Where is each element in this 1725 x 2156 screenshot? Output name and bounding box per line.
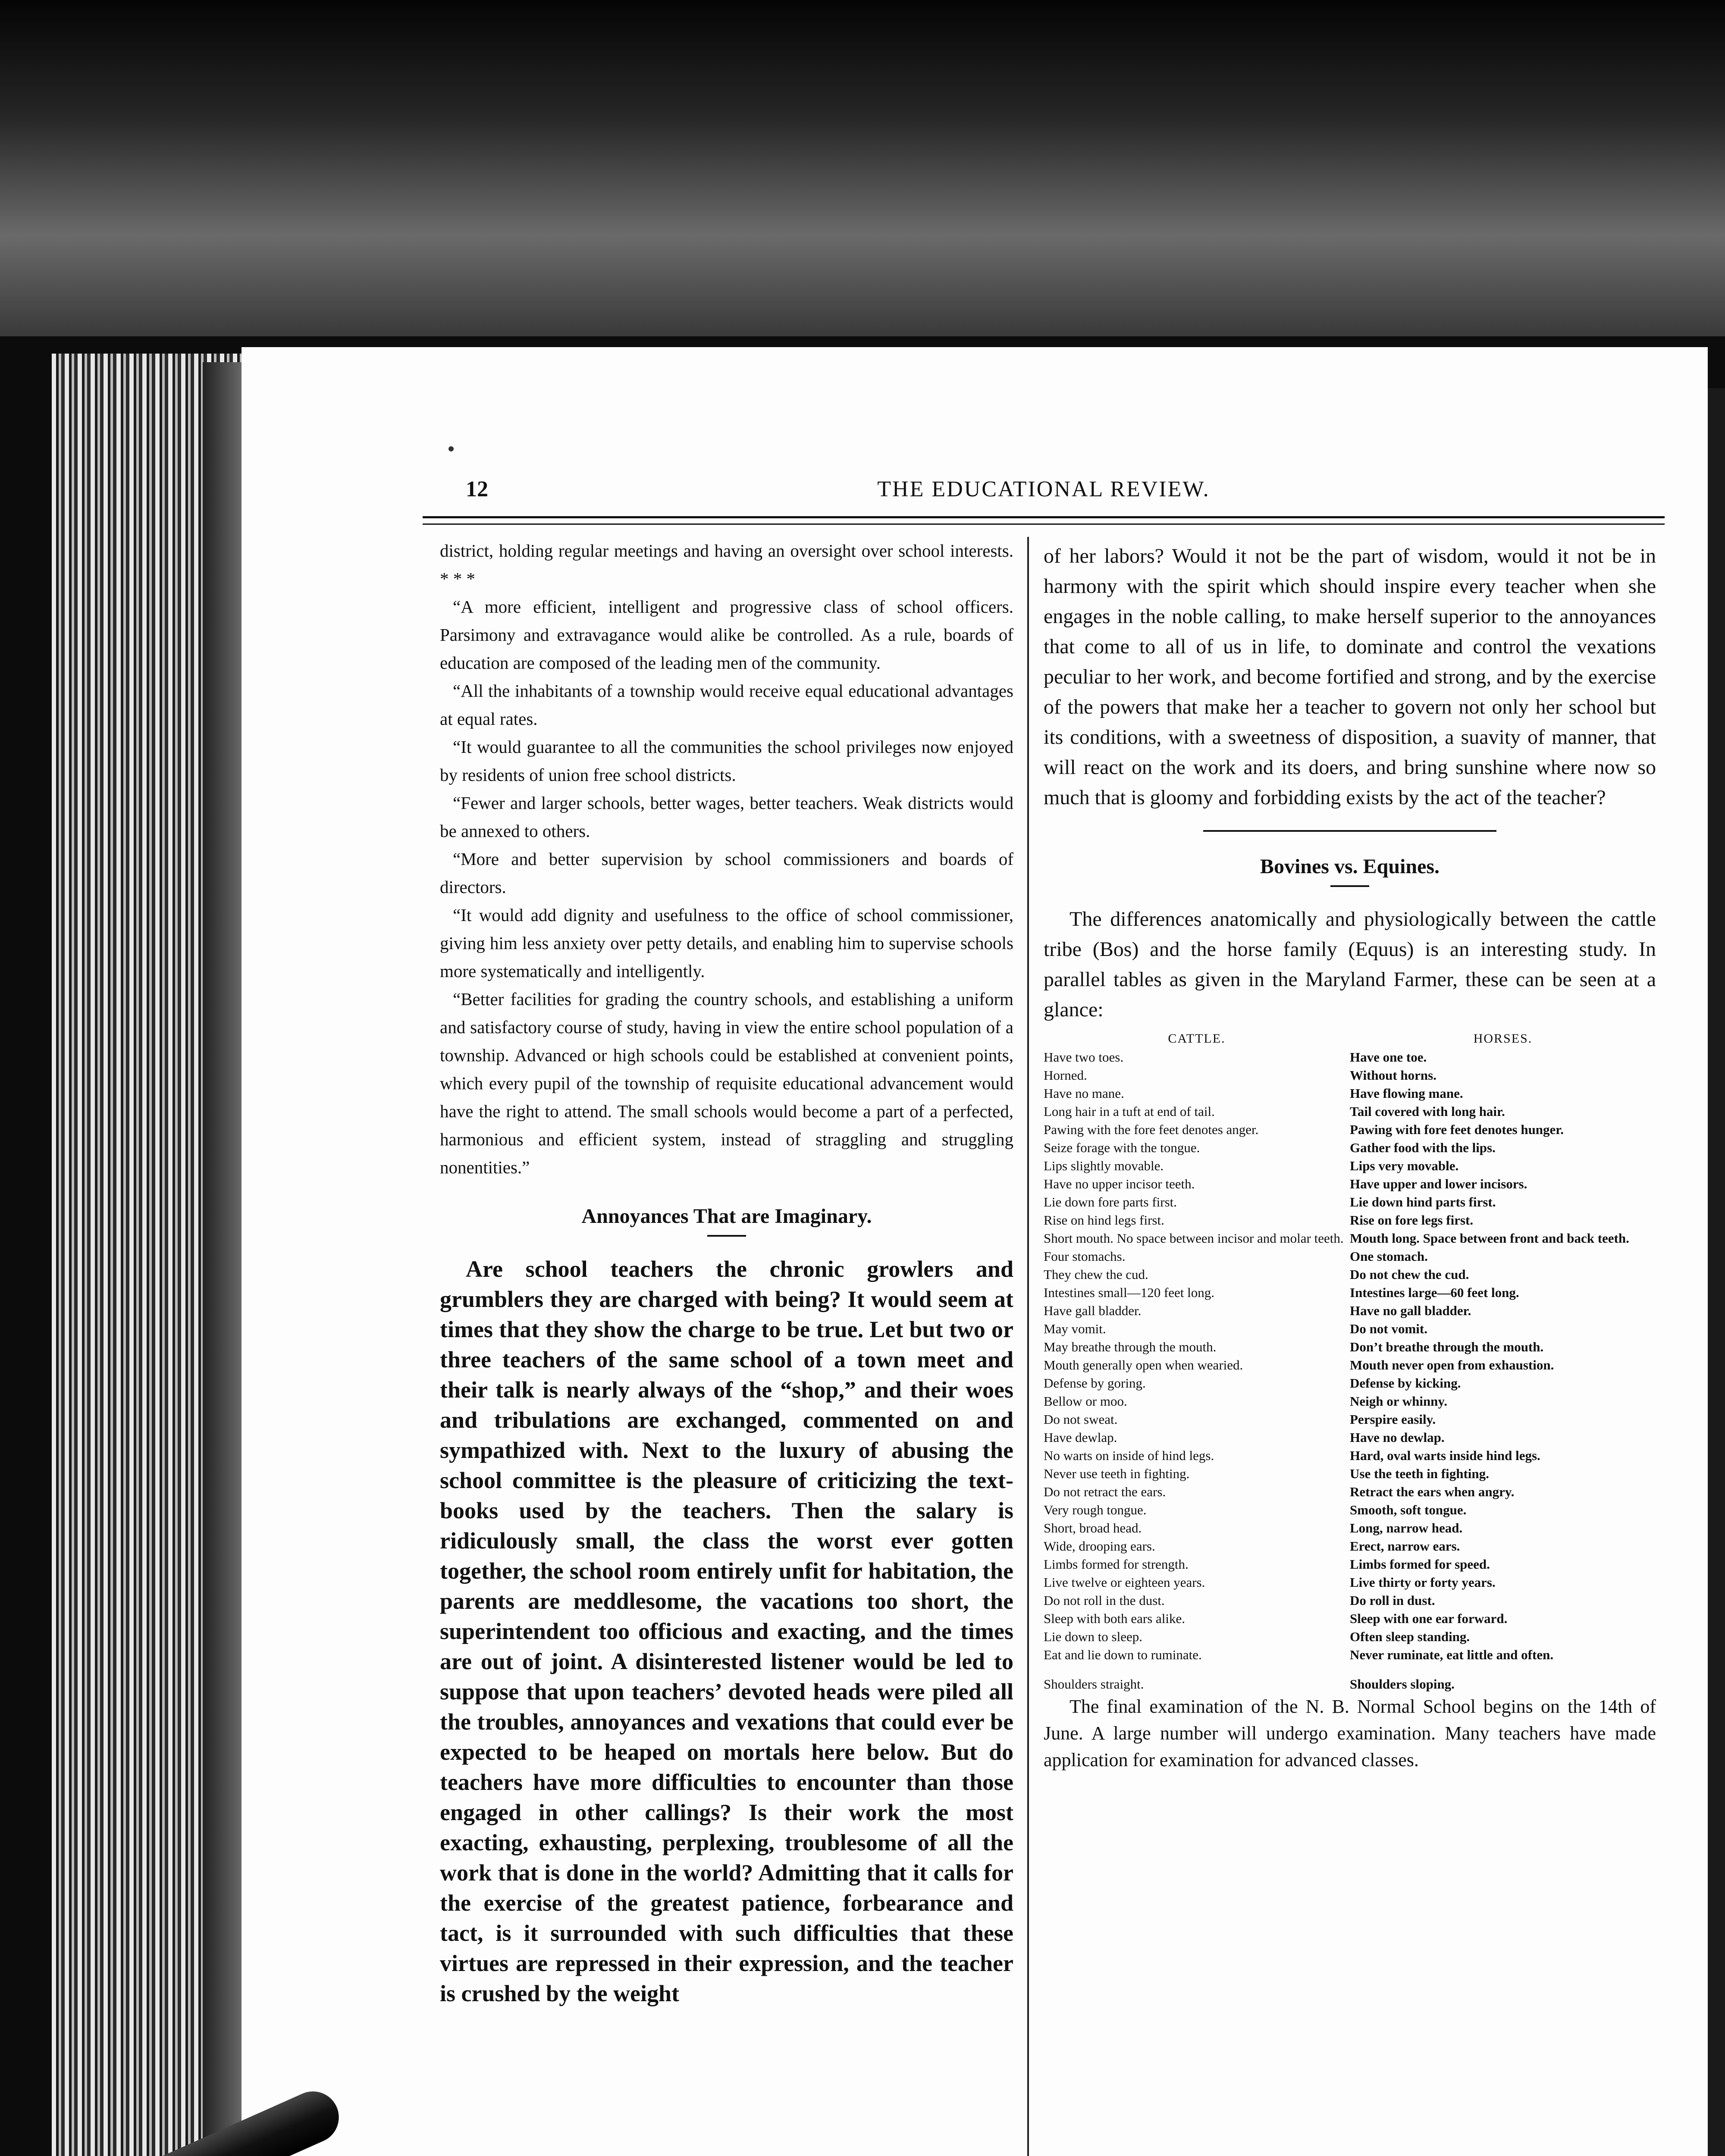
table-cell: Neigh or whinny.: [1350, 1394, 1447, 1409]
heading-rule: [707, 1235, 746, 1237]
table-cell: Rise on fore legs first.: [1350, 1213, 1474, 1228]
table-cell: Mouth never open from exhaustion.: [1350, 1357, 1554, 1373]
table-cell: Seize forage with the tongue.: [1044, 1140, 1200, 1155]
table-cell: Have no mane.: [1044, 1086, 1124, 1101]
article-text: Are school teachers the chronic growlers and grumblers they are charged with being? It would seem at times that they show the charge to be true. Let but two or three teachers of the same school of a town meet and their talk is nearly always of the “shop,” and their woes and tribulations are exchanged, commented on and sympathized with. Next to the luxury of abusing the school committee is the pleasure of criticizing the text-books used by the teachers. Then the salary is ridiculously small, the class the worst ever gotten together, the school room entirely unfit for habitation, the parents are meddlesome, the vacations too short, the superintendent too officious and exacting, and the times are out of joint. A disinterested listener would be led to suppose that upon teachers’ devoted heads were piled all the troubles, annoyances and vexations that could ever be expected to be heaped on mortals here below. But do teachers have more difficulties to encounter than those engaged in other callings? Is their work the most exacting, exhausting, perplexing, troublesome of all the work that is done in the world? Admitting that it calls for the exercise of the greatest patience, forbearance and tact, is it surrounded with such difficulties that these virtues are repressed in their expression, and the teacher is crushed by the weight: [440, 1256, 1013, 2006]
table-cell: Never use teeth in fighting.: [1044, 1466, 1190, 1481]
table-cell: Have flowing mane.: [1350, 1086, 1463, 1101]
table-cell: One stomach.: [1350, 1249, 1428, 1264]
table-cell: Horned.: [1044, 1068, 1087, 1083]
closing-note: The final examination of the N. B. Normal School begins on the 14th of June. A large number will undergo examination. Many teachers have made application for examination for advanced classes.: [1044, 1696, 1656, 1771]
left-column: [440, 537, 1013, 2009]
ink-mark: [448, 446, 454, 451]
table-cell: Do not retract the ears.: [1044, 1484, 1166, 1499]
table-cell: Live thirty or forty years.: [1350, 1575, 1496, 1590]
paragraph: “A more efficient, intelligent and progressive class of school officers. Parsimony and extravagance would alike be controlled. As a rule, boards of education are composed of the leading men of the community.: [440, 597, 1013, 673]
table-cell: Live twelve or eighteen years.: [1044, 1575, 1205, 1590]
table-cell: Have gall bladder.: [1044, 1303, 1142, 1318]
column-divider: [1027, 537, 1029, 2156]
cattle-header: CATTLE.: [1168, 1031, 1226, 1046]
table-cell: Rise on hind legs first.: [1044, 1213, 1164, 1228]
paragraph: “It would guarantee to all the communities the school privileges now enjoyed by residents of union free school districts.: [440, 737, 1013, 785]
table-cell: Pawing with fore feet denotes hunger.: [1350, 1122, 1564, 1137]
table-cell: Often sleep standing.: [1350, 1629, 1470, 1644]
paragraph: “Fewer and larger schools, better wages, better teachers. Weak districts would be annexed to others.: [440, 793, 1013, 841]
table-cell: May breathe through the mouth.: [1044, 1339, 1217, 1354]
table-cell: Have no dewlap.: [1350, 1430, 1445, 1445]
paragraph: “It would add dignity and usefulness to the office of school commissioner, giving him less anxiety over petty details, and enabling him to supervise schools more systematically and intelligently.: [440, 905, 1013, 981]
table-cell: Pawing with the fore feet denotes anger.: [1044, 1122, 1259, 1137]
table-cell: Sleep with both ears alike.: [1044, 1611, 1185, 1626]
section-rule: [1203, 830, 1496, 832]
horses-column: [1350, 1048, 1656, 1693]
table-cell: Short, broad head.: [1044, 1520, 1142, 1536]
article-intro: The differences anatomically and physiologically between the cattle tribe (Bos) and the horse family (Equus) is an interesting study. In parallel tables as given in the Maryland Farmer, these can be seen at a glance:: [1044, 908, 1656, 1021]
header-rule: [423, 516, 1665, 525]
journal-title: THE EDUCATIONAL REVIEW.: [877, 477, 1210, 501]
article-continuation: of her labors? Would it not be the part of wisdom, would it not be in harmony with the spirit which should inspire every teacher when she engages in the noble calling, to make herself superior to the annoyances that come to all of us in life, to dominate and control the vexations peculiar to her work, and become fortified and strong, and by the exercise of the powers that make her a teacher to govern not only her school but its conditions, with a sweetness of disposition, a suavity of manner, that will react on the work and its doers, and bring sunshine where now so much that is gloomy and forbidding exists by the act of the teacher?: [1044, 545, 1656, 809]
book-page: [242, 347, 1708, 2156]
table-cell: Lie down to sleep.: [1044, 1629, 1143, 1644]
table-body: [1044, 1048, 1656, 1693]
article-heading: Bovines vs. Equines.: [1260, 855, 1440, 878]
table-cell: Bellow or moo.: [1044, 1394, 1127, 1409]
article-heading: Annoyances That are Imaginary.: [581, 1205, 872, 1228]
table-cell: Have one toe.: [1350, 1050, 1427, 1065]
paragraph: district, holding regular meetings and having an oversight over school interests. * * *: [440, 541, 1013, 589]
table-cell: Lips very movable.: [1350, 1158, 1459, 1173]
table-header: [1044, 1029, 1656, 1048]
table-cell: Never ruminate, eat little and often.: [1350, 1647, 1554, 1662]
table-cell: Mouth long. Space between front and back teeth.: [1350, 1231, 1629, 1246]
table-cell: Shoulders sloping.: [1350, 1677, 1455, 1692]
table-cell: Four stomachs.: [1044, 1249, 1126, 1264]
table-cell: Have two toes.: [1044, 1050, 1124, 1065]
page-header: [466, 476, 1622, 507]
table-cell: Eat and lie down to ruminate.: [1044, 1647, 1202, 1662]
horses-header: HORSES.: [1473, 1031, 1533, 1046]
table-cell: Tail covered with long hair.: [1350, 1104, 1505, 1119]
table-cell: Retract the ears when angry.: [1350, 1484, 1515, 1499]
table-cell: They chew the cud.: [1044, 1267, 1148, 1282]
table-cell: Long, narrow head.: [1350, 1520, 1463, 1536]
table-cell: Very rough tongue.: [1044, 1502, 1147, 1517]
table-cell: Limbs formed for speed.: [1350, 1557, 1490, 1572]
table-cell: Lie down hind parts first.: [1350, 1194, 1496, 1210]
table-cell: Have no gall bladder.: [1350, 1303, 1471, 1318]
right-column: [1044, 541, 1656, 1774]
article-body: [440, 1254, 1013, 2009]
table-cell: Wide, drooping ears.: [1044, 1539, 1155, 1554]
table-cell: Have no upper incisor teeth.: [1044, 1176, 1195, 1191]
table-cell: Defense by kicking.: [1350, 1376, 1461, 1391]
table-cell: Intestines large—60 feet long.: [1350, 1285, 1519, 1300]
table-cell: Long hair in a tuft at end of tail.: [1044, 1104, 1215, 1119]
comparison-table: [1044, 1029, 1656, 1693]
table-cell: May vomit.: [1044, 1321, 1106, 1336]
paragraph: “All the inhabitants of a township would receive equal educational advantages at equal rates.: [440, 681, 1013, 729]
table-cell: Have upper and lower incisors.: [1350, 1176, 1527, 1191]
table-cell: Intestines small—120 feet long.: [1044, 1285, 1215, 1300]
heading-rule: [1330, 885, 1369, 887]
table-cell: Lips slightly movable.: [1044, 1158, 1164, 1173]
table-cell: Perspire easily.: [1350, 1412, 1436, 1427]
table-cell: Smooth, soft tongue.: [1350, 1502, 1467, 1517]
table-cell: No warts on inside of hind legs.: [1044, 1448, 1214, 1463]
table-cell: Gather food with the lips.: [1350, 1140, 1496, 1155]
table-cell: Mouth generally open when wearied.: [1044, 1357, 1243, 1373]
table-cell: Sleep with one ear forward.: [1350, 1611, 1508, 1626]
table-cell: Do not sweat.: [1044, 1412, 1118, 1427]
table-cell: Do not vomit.: [1350, 1321, 1427, 1336]
paragraph: “Better facilities for grading the country schools, and establishing a uniform and satisfactory course of study, having in view the entire school population of a township. Advanced or high schools could be established at convenient points, which every pupil of the township of requisite educational advancement would have the right to attend. The small schools would become a part of a perfected, harmonious and efficient system, instead of straggling and struggling nonentities.”: [440, 989, 1013, 1177]
cattle-column: [1044, 1048, 1350, 1693]
table-cell: Use the teeth in fighting.: [1350, 1466, 1489, 1481]
table-cell: Erect, narrow ears.: [1350, 1539, 1460, 1554]
table-cell: Do not roll in the dust.: [1044, 1593, 1165, 1608]
table-cell: Defense by goring.: [1044, 1376, 1146, 1391]
table-cell: Shoulders straight.: [1044, 1677, 1144, 1692]
table-cell: Do not chew the cud.: [1350, 1267, 1469, 1282]
table-cell: Without horns.: [1350, 1068, 1436, 1083]
page-number: 12: [466, 477, 488, 501]
table-cell: Have dewlap.: [1044, 1430, 1117, 1445]
table-cell: Short mouth. No space between incisor and molar teeth.: [1044, 1231, 1344, 1246]
table-cell: Limbs formed for strength.: [1044, 1557, 1189, 1572]
scan-background-top: [0, 0, 1725, 336]
table-cell: Hard, oval warts inside hind legs.: [1350, 1448, 1540, 1463]
table-cell: Lie down fore parts first.: [1044, 1194, 1177, 1210]
paragraph: “More and better supervision by school commissioners and boards of directors.: [440, 849, 1013, 897]
table-cell: Don’t breathe through the mouth.: [1350, 1339, 1544, 1354]
table-cell: Do roll in dust.: [1350, 1593, 1435, 1608]
